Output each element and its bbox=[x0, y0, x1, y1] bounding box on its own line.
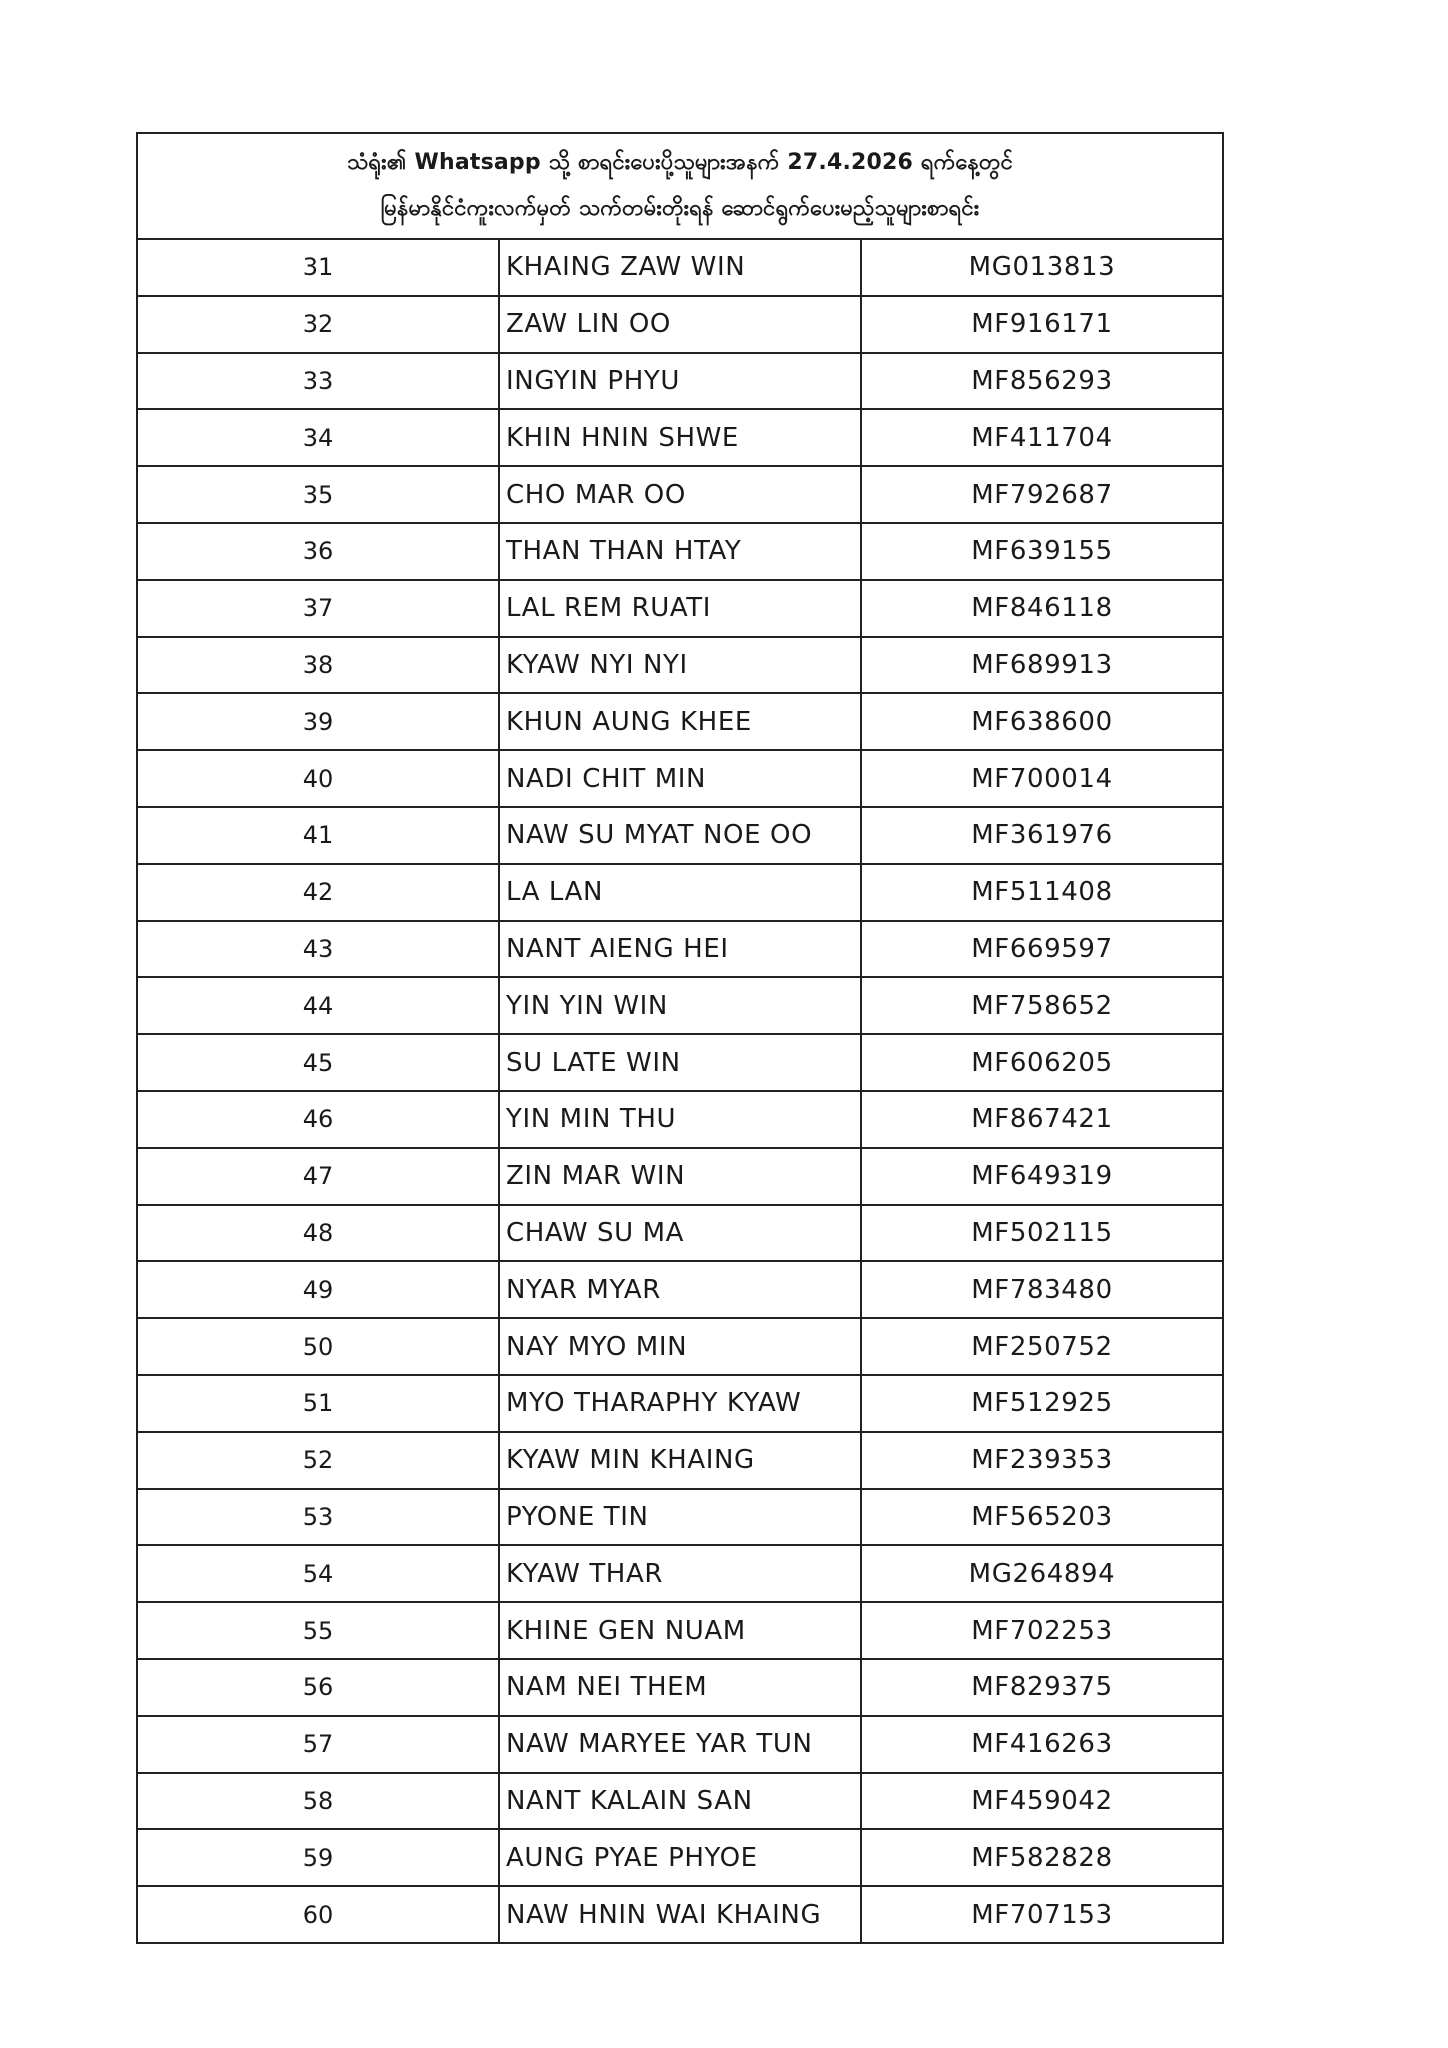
passport-number-cell: MF239353 bbox=[861, 1432, 1223, 1489]
applicant-name-cell: NAW SU MYAT NOE OO bbox=[499, 807, 861, 864]
row-number-cell: 43 bbox=[137, 921, 499, 978]
table-row bbox=[137, 864, 1223, 921]
applicant-name-cell: LAL REM RUATI bbox=[499, 580, 861, 637]
table-row bbox=[137, 1829, 1223, 1886]
passport-number-cell: MF856293 bbox=[861, 353, 1223, 410]
table-title-cell bbox=[137, 133, 1223, 239]
table-row bbox=[137, 977, 1223, 1034]
table-row bbox=[137, 921, 1223, 978]
passport-number-cell: MF707153 bbox=[861, 1886, 1223, 1943]
table-row bbox=[137, 296, 1223, 353]
passport-number-cell: MF250752 bbox=[861, 1318, 1223, 1375]
applicant-name-cell: KYAW MIN KHAING bbox=[499, 1432, 861, 1489]
passport-number-cell: MF700014 bbox=[861, 750, 1223, 807]
table-row bbox=[137, 1886, 1223, 1943]
row-number-cell: 47 bbox=[137, 1148, 499, 1205]
passport-renewal-table bbox=[136, 132, 1224, 1944]
applicant-name-cell: NANT KALAIN SAN bbox=[499, 1773, 861, 1830]
table-row bbox=[137, 1318, 1223, 1375]
applicant-name-cell: YIN MIN THU bbox=[499, 1091, 861, 1148]
table-row bbox=[137, 1261, 1223, 1318]
row-number-cell: 51 bbox=[137, 1375, 499, 1432]
applicant-name-cell: KHIN HNIN SHWE bbox=[499, 409, 861, 466]
document-sheet bbox=[136, 132, 1224, 1944]
passport-number-cell: MF606205 bbox=[861, 1034, 1223, 1091]
table-row bbox=[137, 523, 1223, 580]
applicant-name-cell: AUNG PYAE PHYOE bbox=[499, 1829, 861, 1886]
applicant-name-cell: THAN THAN HTAY bbox=[499, 523, 861, 580]
row-number-cell: 53 bbox=[137, 1489, 499, 1546]
passport-number-cell: MF361976 bbox=[861, 807, 1223, 864]
applicant-name-cell: MYO THARAPHY KYAW bbox=[499, 1375, 861, 1432]
row-number-cell: 42 bbox=[137, 864, 499, 921]
passport-number-cell: MF846118 bbox=[861, 580, 1223, 637]
table-row bbox=[137, 750, 1223, 807]
row-number-cell: 52 bbox=[137, 1432, 499, 1489]
row-number-cell: 34 bbox=[137, 409, 499, 466]
table-title-row bbox=[137, 133, 1223, 239]
applicant-name-cell: NANT AIENG HEI bbox=[499, 921, 861, 978]
passport-number-cell: MF669597 bbox=[861, 921, 1223, 978]
row-number-cell: 49 bbox=[137, 1261, 499, 1318]
applicant-name-cell: CHAW SU MA bbox=[499, 1205, 861, 1262]
passport-number-cell: MF582828 bbox=[861, 1829, 1223, 1886]
table-body bbox=[137, 133, 1223, 1943]
table-row bbox=[137, 693, 1223, 750]
applicant-name-cell: NADI CHIT MIN bbox=[499, 750, 861, 807]
table-row bbox=[137, 807, 1223, 864]
applicant-name-cell: KHAING ZAW WIN bbox=[499, 239, 861, 296]
table-row bbox=[137, 1489, 1223, 1546]
row-number-cell: 39 bbox=[137, 693, 499, 750]
applicant-name-cell: KHUN AUNG KHEE bbox=[499, 693, 861, 750]
passport-number-cell: MF502115 bbox=[861, 1205, 1223, 1262]
passport-number-cell: MF689913 bbox=[861, 637, 1223, 694]
table-row bbox=[137, 1659, 1223, 1716]
table-row bbox=[137, 1602, 1223, 1659]
passport-number-cell: MF411704 bbox=[861, 409, 1223, 466]
row-number-cell: 60 bbox=[137, 1886, 499, 1943]
passport-number-cell: MF783480 bbox=[861, 1261, 1223, 1318]
row-number-cell: 57 bbox=[137, 1716, 499, 1773]
passport-number-cell: MF416263 bbox=[861, 1716, 1223, 1773]
table-row bbox=[137, 1148, 1223, 1205]
applicant-name-cell: KHINE GEN NUAM bbox=[499, 1602, 861, 1659]
row-number-cell: 48 bbox=[137, 1205, 499, 1262]
row-number-cell: 46 bbox=[137, 1091, 499, 1148]
passport-number-cell: MF649319 bbox=[861, 1148, 1223, 1205]
passport-number-cell: MF565203 bbox=[861, 1489, 1223, 1546]
passport-number-cell: MF639155 bbox=[861, 523, 1223, 580]
table-row bbox=[137, 409, 1223, 466]
row-number-cell: 32 bbox=[137, 296, 499, 353]
table-row bbox=[137, 1716, 1223, 1773]
passport-number-cell: MG013813 bbox=[861, 239, 1223, 296]
row-number-cell: 40 bbox=[137, 750, 499, 807]
table-row bbox=[137, 1432, 1223, 1489]
passport-number-cell: MF512925 bbox=[861, 1375, 1223, 1432]
applicant-name-cell: SU LATE WIN bbox=[499, 1034, 861, 1091]
row-number-cell: 55 bbox=[137, 1602, 499, 1659]
row-number-cell: 36 bbox=[137, 523, 499, 580]
table-row bbox=[137, 1545, 1223, 1602]
table-row bbox=[137, 1091, 1223, 1148]
passport-number-cell: MF758652 bbox=[861, 977, 1223, 1034]
applicant-name-cell: KYAW THAR bbox=[499, 1545, 861, 1602]
table-row bbox=[137, 1034, 1223, 1091]
passport-number-cell: MF638600 bbox=[861, 693, 1223, 750]
applicant-name-cell: LA LAN bbox=[499, 864, 861, 921]
applicant-name-cell: CHO MAR OO bbox=[499, 466, 861, 523]
passport-number-cell: MG264894 bbox=[861, 1545, 1223, 1602]
passport-number-cell: MF829375 bbox=[861, 1659, 1223, 1716]
applicant-name-cell: NAW MARYEE YAR TUN bbox=[499, 1716, 861, 1773]
applicant-name-cell: NAY MYO MIN bbox=[499, 1318, 861, 1375]
row-number-cell: 54 bbox=[137, 1545, 499, 1602]
applicant-name-cell: ZIN MAR WIN bbox=[499, 1148, 861, 1205]
passport-number-cell: MF867421 bbox=[861, 1091, 1223, 1148]
table-row bbox=[137, 1205, 1223, 1262]
applicant-name-cell: PYONE TIN bbox=[499, 1489, 861, 1546]
table-row bbox=[137, 1375, 1223, 1432]
title-line-1: သံရုံး၏ Whatsapp သို့ စာရင်းပေးပို့သူများအနက် 27.4.2026 ရက်နေ့တွင် bbox=[346, 150, 1014, 175]
applicant-name-cell: INGYIN PHYU bbox=[499, 353, 861, 410]
applicant-name-cell: NYAR MYAR bbox=[499, 1261, 861, 1318]
row-number-cell: 31 bbox=[137, 239, 499, 296]
row-number-cell: 38 bbox=[137, 637, 499, 694]
row-number-cell: 45 bbox=[137, 1034, 499, 1091]
applicant-name-cell: YIN YIN WIN bbox=[499, 977, 861, 1034]
table-row bbox=[137, 637, 1223, 694]
row-number-cell: 35 bbox=[137, 466, 499, 523]
title-line-2: မြန်မာနိုင်ငံကူးလက်မှတ် သက်တမ်းတိုးရန် ဆောင်ရွက်ပေးမည့်သူများစာရင်း bbox=[380, 196, 980, 221]
passport-number-cell: MF916171 bbox=[861, 296, 1223, 353]
passport-number-cell: MF792687 bbox=[861, 466, 1223, 523]
table-row bbox=[137, 353, 1223, 410]
table-row bbox=[137, 466, 1223, 523]
passport-number-cell: MF511408 bbox=[861, 864, 1223, 921]
applicant-name-cell: NAM NEI THEM bbox=[499, 1659, 861, 1716]
row-number-cell: 41 bbox=[137, 807, 499, 864]
passport-number-cell: MF459042 bbox=[861, 1773, 1223, 1830]
passport-number-cell: MF702253 bbox=[861, 1602, 1223, 1659]
row-number-cell: 50 bbox=[137, 1318, 499, 1375]
table-row bbox=[137, 239, 1223, 296]
applicant-name-cell: ZAW LIN OO bbox=[499, 296, 861, 353]
row-number-cell: 56 bbox=[137, 1659, 499, 1716]
row-number-cell: 44 bbox=[137, 977, 499, 1034]
row-number-cell: 59 bbox=[137, 1829, 499, 1886]
applicant-name-cell: KYAW NYI NYI bbox=[499, 637, 861, 694]
row-number-cell: 58 bbox=[137, 1773, 499, 1830]
row-number-cell: 37 bbox=[137, 580, 499, 637]
applicant-name-cell: NAW HNIN WAI KHAING bbox=[499, 1886, 861, 1943]
table-row bbox=[137, 1773, 1223, 1830]
table-row bbox=[137, 580, 1223, 637]
row-number-cell: 33 bbox=[137, 353, 499, 410]
